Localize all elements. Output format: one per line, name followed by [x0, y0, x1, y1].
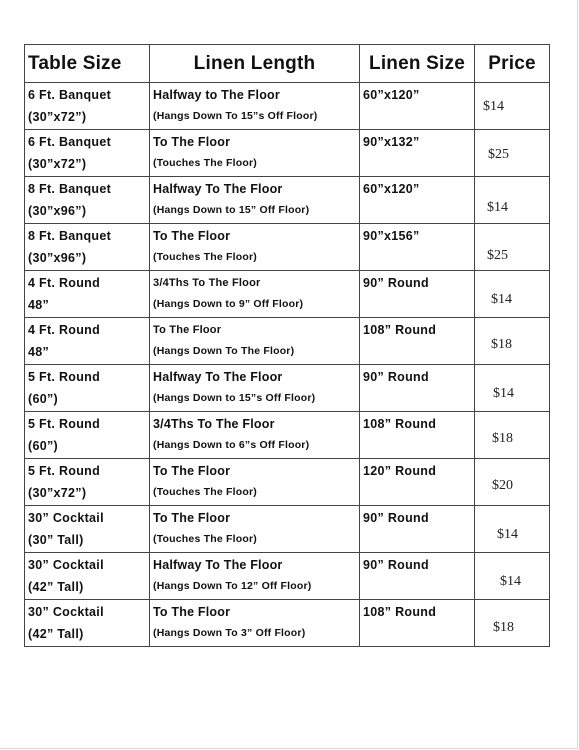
table-size: 5 Ft. Round	[28, 370, 101, 384]
table-dimensions: 48”	[28, 298, 50, 312]
linen-length: Halfway to The Floor	[153, 88, 280, 102]
table-dimensions: (30”x96”)	[28, 251, 87, 265]
linen-length-cell	[150, 600, 360, 647]
linen-size-cell	[360, 506, 475, 553]
price: $18	[493, 620, 514, 635]
header-linen-length: Linen Length	[150, 45, 360, 83]
linen-length-cell	[150, 412, 360, 459]
table-dimensions: (30” Tall)	[28, 533, 84, 547]
table-size-cell	[25, 412, 150, 459]
price-cell	[475, 412, 550, 459]
linen-size: 90” Round	[363, 511, 429, 525]
table-row	[25, 318, 550, 365]
linen-size-cell	[360, 365, 475, 412]
linen-length: To The Floor	[153, 324, 222, 336]
table-size: 8 Ft. Banquet	[28, 182, 112, 196]
price: $14	[491, 292, 512, 307]
table-size-cell	[25, 83, 150, 130]
table-size: 30” Cocktail	[28, 605, 104, 619]
table-dimensions: (30”x72”)	[28, 157, 87, 171]
price-cell	[475, 459, 550, 506]
linen-length: To The Floor	[153, 464, 231, 478]
price-cell	[475, 600, 550, 647]
linen-length-note: (Touches The Floor)	[153, 157, 257, 169]
table-size: 8 Ft. Banquet	[28, 229, 112, 243]
table-row	[25, 130, 550, 177]
linen-length: To The Floor	[153, 229, 231, 243]
linen-length-cell	[150, 459, 360, 506]
linen-length: Halfway To The Floor	[153, 370, 283, 384]
table-row	[25, 553, 550, 600]
table-dimensions: 48”	[28, 345, 50, 359]
price-cell	[475, 83, 550, 130]
linen-size: 108” Round	[363, 605, 437, 619]
linen-size-cell	[360, 600, 475, 647]
linen-length-note: (Touches The Floor)	[153, 486, 257, 498]
linen-length-note: (Hangs Down to 15” Off Floor)	[153, 204, 310, 216]
header-table-size: Table Size	[25, 45, 150, 83]
linen-size: 90” Round	[363, 370, 429, 384]
header-linen-size: Linen Size	[360, 45, 475, 83]
linen-length-note: (Hangs Down to 6”s Off Floor)	[153, 439, 310, 451]
table-row	[25, 177, 550, 224]
linen-size-cell	[360, 412, 475, 459]
linen-size-cell	[360, 318, 475, 365]
table-dimensions: (30”x72”)	[28, 486, 87, 500]
price-cell	[475, 224, 550, 271]
price: $14	[483, 99, 504, 114]
linen-length-note: (Hangs Down To 3” Off Floor)	[153, 627, 306, 639]
linen-length: 3/4Ths To The Floor	[153, 417, 275, 431]
linen-length-note: (Hangs Down To 15”s Off Floor)	[153, 110, 318, 122]
linen-size-cell	[360, 271, 475, 318]
linen-size-cell	[360, 553, 475, 600]
linen-length: Halfway To The Floor	[153, 182, 283, 196]
linen-size-cell	[360, 130, 475, 177]
linen-length-note: (Hangs Down To 12” Off Floor)	[153, 580, 312, 592]
linen-length-note: (Hangs Down to 15”s Off Floor)	[153, 392, 316, 404]
table-size: 4 Ft. Round	[28, 276, 101, 290]
price-cell	[475, 271, 550, 318]
linen-length: To The Floor	[153, 605, 231, 619]
linen-size: 90”x132”	[363, 135, 420, 149]
table-size-cell	[25, 553, 150, 600]
table-dimensions: (30”x96”)	[28, 204, 87, 218]
table-size: 4 Ft. Round	[28, 323, 101, 337]
linen-length-cell	[150, 224, 360, 271]
linen-size: 60”x120”	[363, 88, 420, 102]
linen-length-note: (Hangs Down To The Floor)	[153, 345, 295, 357]
table-row	[25, 83, 550, 130]
linen-size: 90” Round	[363, 276, 429, 290]
linen-size-cell	[360, 83, 475, 130]
table-dimensions: (42” Tall)	[28, 580, 84, 594]
table-row	[25, 224, 550, 271]
table-size: 30” Cocktail	[28, 511, 104, 525]
price-cell	[475, 553, 550, 600]
price: $18	[491, 337, 512, 352]
price-cell	[475, 318, 550, 365]
linen-length-cell	[150, 271, 360, 318]
table-size-cell	[25, 271, 150, 318]
table-size-cell	[25, 130, 150, 177]
linen-length: Halfway To The Floor	[153, 558, 283, 572]
linen-price-table	[24, 44, 550, 647]
price: $18	[492, 431, 513, 446]
table-size: 6 Ft. Banquet	[28, 88, 112, 102]
linen-length-note: (Touches The Floor)	[153, 251, 257, 263]
header-row	[25, 45, 550, 83]
linen-size: 90”x156”	[363, 229, 420, 243]
linen-size: 90” Round	[363, 558, 429, 572]
table-size: 6 Ft. Banquet	[28, 135, 112, 149]
table-size-cell	[25, 365, 150, 412]
price: $25	[488, 147, 509, 162]
table-size-cell	[25, 506, 150, 553]
price-cell	[475, 506, 550, 553]
linen-size: 108” Round	[363, 323, 437, 337]
table-dimensions: (30”x72”)	[28, 110, 87, 124]
linen-size-cell	[360, 224, 475, 271]
table-row	[25, 600, 550, 647]
table-size-cell	[25, 459, 150, 506]
linen-length-cell	[150, 506, 360, 553]
price: $14	[500, 574, 521, 589]
price: $20	[492, 478, 513, 493]
price-cell	[475, 365, 550, 412]
linen-size: 120” Round	[363, 464, 437, 478]
table-dimensions: (60”)	[28, 392, 58, 406]
table-dimensions: (60”)	[28, 439, 58, 453]
table-size: 5 Ft. Round	[28, 417, 101, 431]
table-size-cell	[25, 318, 150, 365]
linen-length-cell	[150, 553, 360, 600]
price: $14	[497, 527, 518, 542]
price: $25	[487, 248, 508, 263]
table-row	[25, 271, 550, 318]
header-price: Price	[475, 45, 550, 83]
linen-size-cell	[360, 459, 475, 506]
linen-length: 3/4Ths To The Floor	[153, 277, 261, 289]
linen-length-cell	[150, 365, 360, 412]
linen-length-cell	[150, 130, 360, 177]
table-size-cell	[25, 600, 150, 647]
price: $14	[493, 386, 514, 401]
table-row	[25, 412, 550, 459]
price: $14	[487, 200, 508, 215]
linen-length: To The Floor	[153, 135, 231, 149]
table-size: 5 Ft. Round	[28, 464, 101, 478]
table-size-cell	[25, 177, 150, 224]
linen-length-cell	[150, 177, 360, 224]
linen-length-note: (Hangs Down to 9” Off Floor)	[153, 298, 304, 310]
price-cell	[475, 130, 550, 177]
table-size-cell	[25, 224, 150, 271]
linen-length-cell	[150, 83, 360, 130]
table-dimensions: (42” Tall)	[28, 627, 84, 641]
table-row	[25, 506, 550, 553]
linen-size-cell	[360, 177, 475, 224]
table-row	[25, 459, 550, 506]
linen-length-cell	[150, 318, 360, 365]
linen-size: 108” Round	[363, 417, 437, 431]
table-size: 30” Cocktail	[28, 558, 104, 572]
linen-length-note: (Touches The Floor)	[153, 533, 257, 545]
linen-size: 60”x120”	[363, 182, 420, 196]
table-row	[25, 365, 550, 412]
price-cell	[475, 177, 550, 224]
linen-length: To The Floor	[153, 511, 231, 525]
